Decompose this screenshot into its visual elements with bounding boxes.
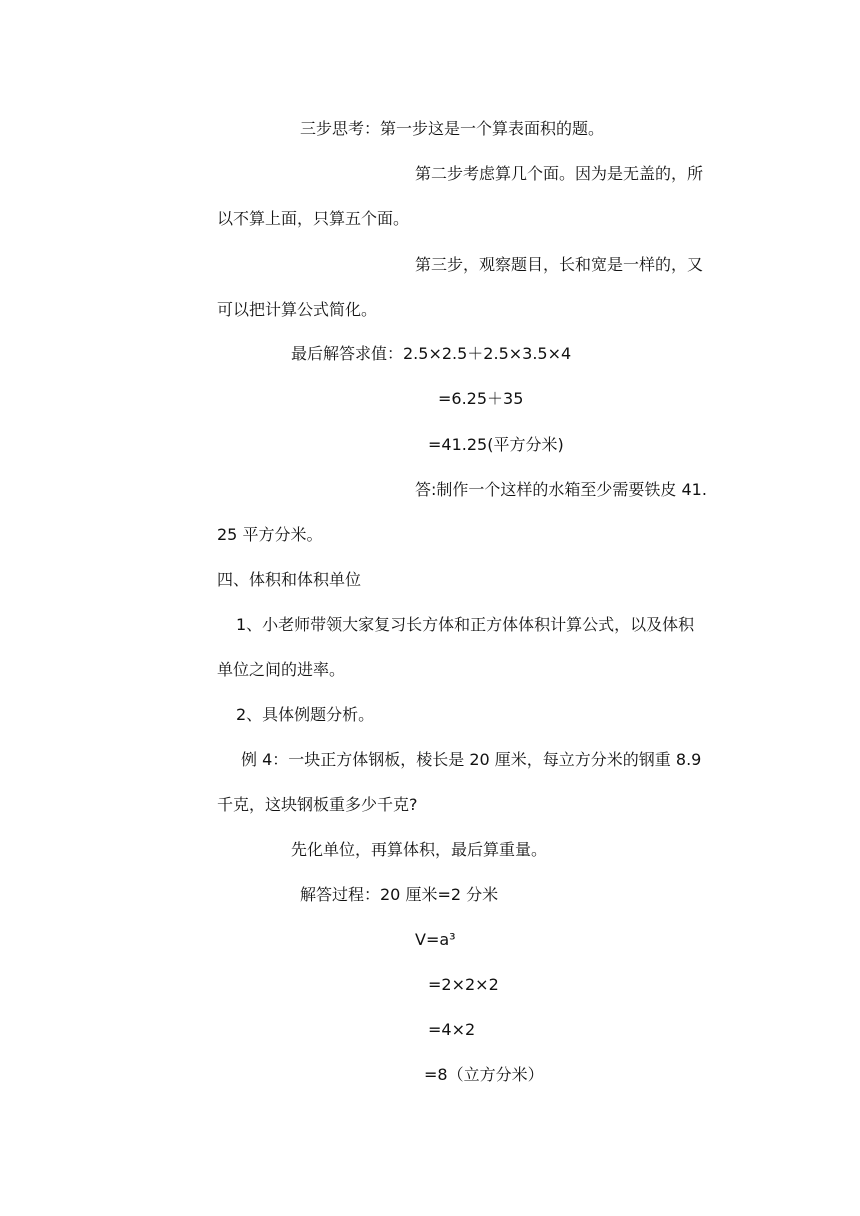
text-line-22: =8（立方分米） <box>424 1065 544 1084</box>
text-line-10: 25 平方分米。 <box>217 525 323 544</box>
text-line-9: 答:制作一个这样的水箱至少需要铁皮 41. <box>415 480 707 499</box>
text-line-5: 可以把计算公式简化。 <box>217 300 378 319</box>
text-line-14: 2、具体例题分析。 <box>236 705 375 724</box>
text-line-17: 先化单位，再算体积，最后算重量。 <box>291 840 548 859</box>
text-line-8: =41.25(平方分米) <box>428 435 564 454</box>
text-line-12: 1、小老师带领大家复习长方体和正方体体积计算公式，以及体积 <box>236 615 695 634</box>
text-line-21: =4×2 <box>428 1020 476 1039</box>
section-heading: 四、体积和体积单位 <box>217 570 362 589</box>
text-line-3: 以不算上面，只算五个面。 <box>217 209 410 228</box>
text-line-15: 例 4：一块正方体钢板，棱长是 20 厘米，每立方分米的钢重 8.9 <box>241 750 702 769</box>
text-line-4: 第三步，观察题目，长和宽是一样的，又 <box>415 255 704 274</box>
text-line-2: 第二步考虑算几个面。因为是无盖的，所 <box>415 164 704 183</box>
text-line-6: 最后解答求值：2.5×2.5＋2.5×3.5×4 <box>291 344 572 363</box>
text-line-7: =6.25＋35 <box>438 389 524 408</box>
text-line-16: 千克，这块钢板重多少千克? <box>217 795 418 814</box>
text-line-13: 单位之间的进率。 <box>217 660 346 679</box>
text-line-18: 解答过程：20 厘米=2 分米 <box>300 885 499 904</box>
text-line-20: =2×2×2 <box>428 975 499 994</box>
text-line-1: 三步思考：第一步这是一个算表面积的题。 <box>300 119 605 138</box>
text-line-19: V=a³ <box>415 930 456 949</box>
